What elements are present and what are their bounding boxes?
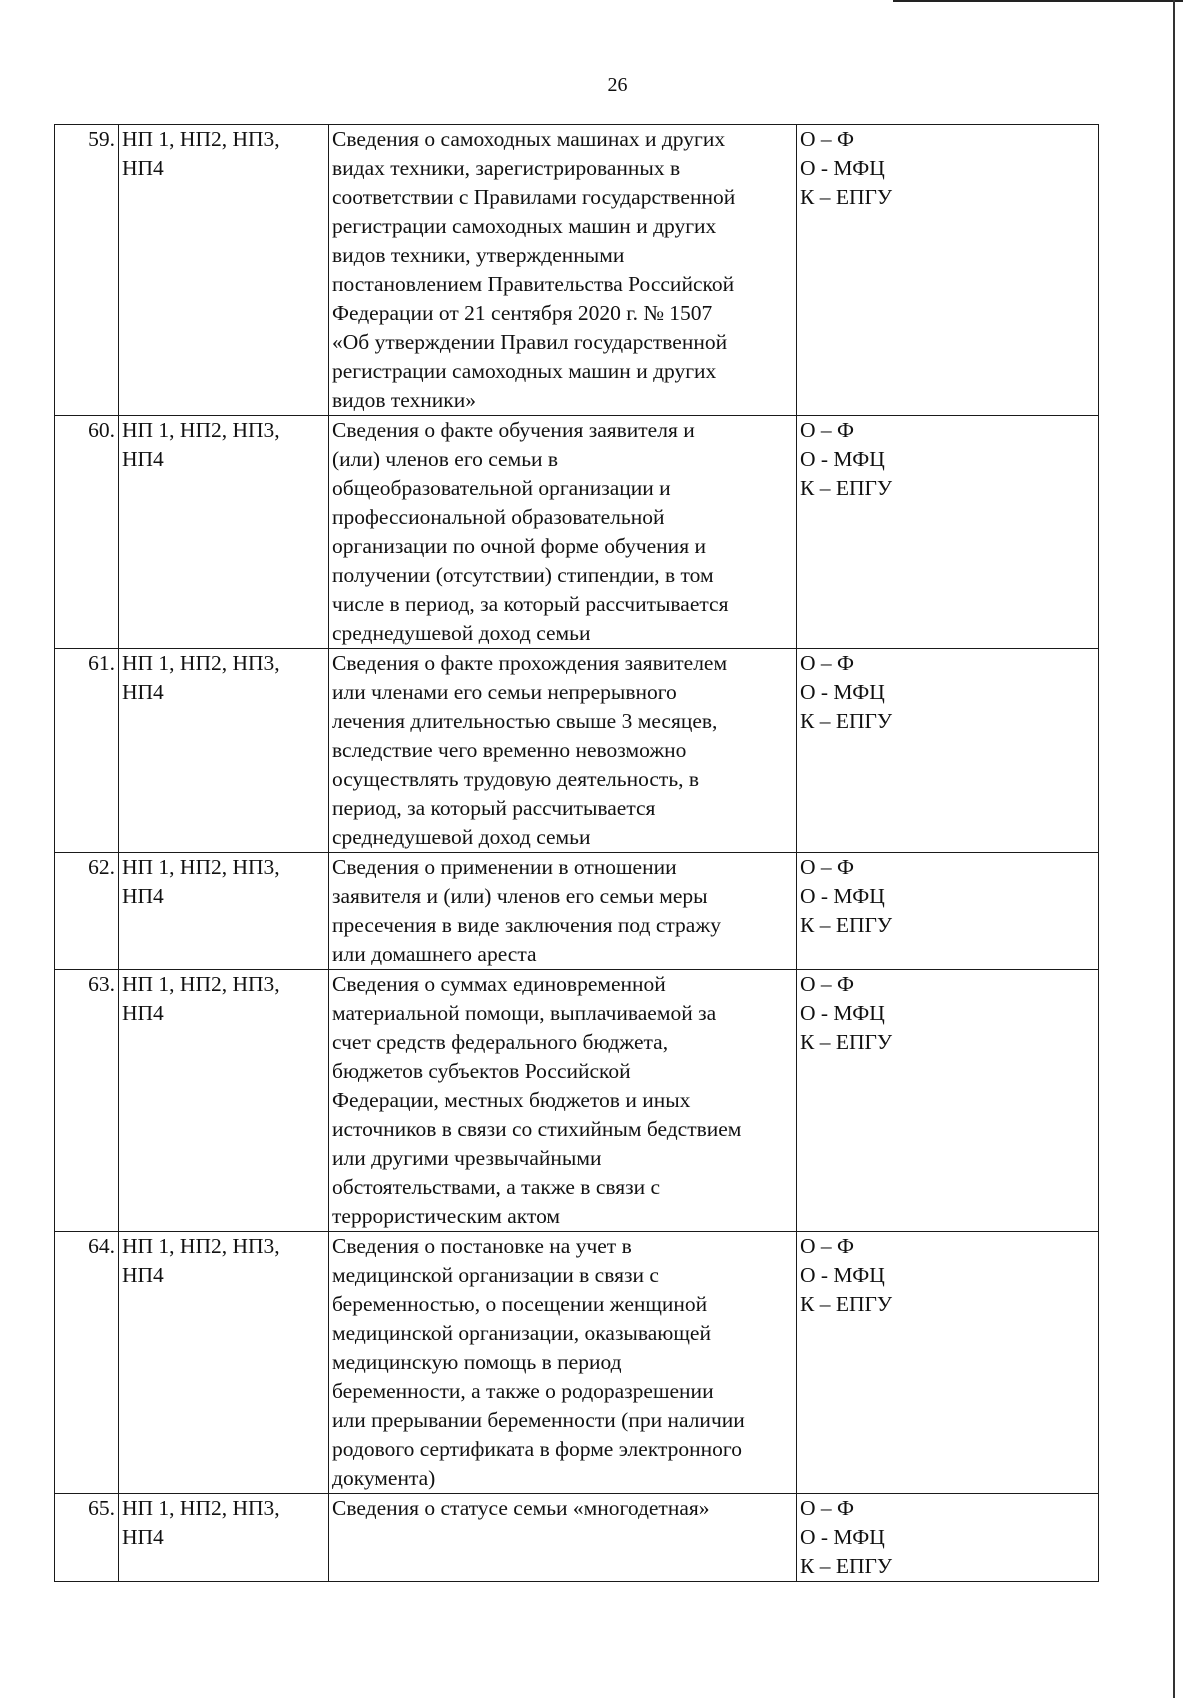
description-line: беременностью, о посещении женщиной: [332, 1292, 708, 1316]
table-row: [55, 649, 1099, 853]
description-line: или домашнего ареста: [332, 942, 537, 966]
codes-line: НП4: [122, 1263, 164, 1287]
description-line: видов техники»: [332, 388, 476, 412]
codes-line: НП 1, НП2, НП3,: [122, 651, 280, 675]
description-line: регистрации самоходных машин и других: [332, 359, 717, 383]
description-line: Сведения о самоходных машинах и других: [332, 127, 726, 151]
codes-line: НП4: [122, 447, 164, 471]
source-line: К – ЕПГУ: [800, 1292, 893, 1316]
source-line: К – ЕПГУ: [800, 476, 893, 500]
description-line: осуществлять трудовую деятельность, в: [332, 767, 700, 791]
source-line: К – ЕПГУ: [800, 1030, 893, 1054]
description-line: вследствие чего временно невозможно: [332, 738, 687, 762]
description-line: счет средств федерального бюджета,: [332, 1030, 669, 1054]
description-line: видах техники, зарегистрированных в: [332, 156, 681, 180]
row-number: 62.: [55, 853, 119, 970]
description-line: профессиональной образовательной: [332, 505, 665, 529]
description-line: «Об утверждении Правил государственной: [332, 330, 728, 354]
row-sources: [797, 649, 1099, 853]
documents-table: [54, 124, 1099, 1582]
description-line: Федерации от 21 сентября 2020 г. № 1507: [332, 301, 713, 325]
scan-edge-right: [1173, 0, 1175, 1698]
row-description: [329, 649, 797, 853]
description-line: Сведения о статусе семьи «многодетная»: [332, 1496, 710, 1520]
description-line: лечения длительностью свыше 3 месяцев,: [332, 709, 718, 733]
description-line: бюджетов субъектов Российской: [332, 1059, 631, 1083]
description-line: заявителя и (или) членов его семьи меры: [332, 884, 708, 908]
table-row: [55, 1494, 1099, 1582]
row-codes: [119, 1494, 329, 1582]
codes-line: НП 1, НП2, НП3,: [122, 1496, 280, 1520]
description-line: организации по очной форме обучения и: [332, 534, 706, 558]
description-line: регистрации самоходных машин и других: [332, 214, 717, 238]
codes-line: НП4: [122, 1001, 164, 1025]
row-sources: [797, 1232, 1099, 1494]
codes-line: НП 1, НП2, НП3,: [122, 855, 280, 879]
description-line: Сведения о факте прохождения заявителем: [332, 651, 728, 675]
source-line: К – ЕПГУ: [800, 709, 893, 733]
row-description: [329, 1232, 797, 1494]
scan-edge-top: [893, 0, 1183, 2]
description-line: соответствии с Правилами государственной: [332, 185, 736, 209]
description-line: террористическим актом: [332, 1204, 561, 1228]
description-line: родового сертификата в форме электронного: [332, 1437, 742, 1461]
codes-line: НП 1, НП2, НП3,: [122, 1234, 280, 1258]
description-line: (или) членов его семьи в: [332, 447, 559, 471]
source-line: О - МФЦ: [800, 884, 885, 908]
description-line: Сведения о применении в отношении: [332, 855, 677, 879]
description-line: Федерации, местных бюджетов и иных: [332, 1088, 691, 1112]
description-line: медицинской организации в связи с: [332, 1263, 659, 1287]
row-codes: [119, 853, 329, 970]
row-number: 65.: [55, 1494, 119, 1582]
description-line: Сведения о суммах единовременной: [332, 972, 666, 996]
source-line: О - МФЦ: [800, 1263, 885, 1287]
row-codes: [119, 1232, 329, 1494]
source-line: О – Ф: [800, 855, 855, 879]
codes-line: НП4: [122, 884, 164, 908]
source-line: О – Ф: [800, 651, 855, 675]
table-row: [55, 416, 1099, 649]
description-line: пресечения в виде заключения под стражу: [332, 913, 721, 937]
table-row: [55, 853, 1099, 970]
codes-line: НП 1, НП2, НП3,: [122, 418, 280, 442]
table-row: [55, 125, 1099, 416]
row-codes: [119, 416, 329, 649]
page-number: 26: [607, 74, 628, 96]
row-sources: [797, 416, 1099, 649]
source-line: О - МФЦ: [800, 1525, 885, 1549]
row-codes: [119, 125, 329, 416]
codes-line: НП 1, НП2, НП3,: [122, 127, 280, 151]
source-line: О – Ф: [800, 127, 855, 151]
row-sources: [797, 970, 1099, 1232]
source-line: О - МФЦ: [800, 680, 885, 704]
source-line: О – Ф: [800, 418, 855, 442]
description-line: документа): [332, 1466, 436, 1490]
description-line: видов техники, утвержденными: [332, 243, 625, 267]
codes-line: НП4: [122, 156, 164, 180]
description-line: среднедушевой доход семьи: [332, 621, 591, 645]
table-row: [55, 970, 1099, 1232]
description-line: или членами его семьи непрерывного: [332, 680, 677, 704]
row-codes: [119, 970, 329, 1232]
description-line: Сведения о постановке на учет в: [332, 1234, 632, 1258]
source-line: О – Ф: [800, 1496, 855, 1520]
codes-line: НП4: [122, 680, 164, 704]
table-body: [55, 125, 1099, 1582]
source-line: О – Ф: [800, 1234, 855, 1258]
row-codes: [119, 649, 329, 853]
table-row: [55, 1232, 1099, 1494]
source-line: О - МФЦ: [800, 447, 885, 471]
row-number: 61.: [55, 649, 119, 853]
row-description: [329, 125, 797, 416]
description-line: беременности, а также о родоразрешении: [332, 1379, 714, 1403]
source-line: К – ЕПГУ: [800, 185, 893, 209]
codes-line: НП4: [122, 1525, 164, 1549]
codes-line: НП 1, НП2, НП3,: [122, 972, 280, 996]
description-line: медицинскую помощь в период: [332, 1350, 622, 1374]
description-line: период, за который рассчитывается: [332, 796, 656, 820]
description-line: медицинской организации, оказывающей: [332, 1321, 711, 1345]
description-line: постановлением Правительства Российской: [332, 272, 735, 296]
description-line: или прерывании беременности (при наличии: [332, 1408, 745, 1432]
description-line: Сведения о факте обучения заявителя и: [332, 418, 695, 442]
description-line: или другими чрезвычайными: [332, 1146, 602, 1170]
row-sources: [797, 853, 1099, 970]
row-number: 60.: [55, 416, 119, 649]
row-sources: [797, 125, 1099, 416]
description-line: источников в связи со стихийным бедствием: [332, 1117, 742, 1141]
description-line: получении (отсутствии) стипендии, в том: [332, 563, 714, 587]
description-line: общеобразовательной организации и: [332, 476, 671, 500]
row-sources: [797, 1494, 1099, 1582]
description-line: числе в период, за который рассчитывается: [332, 592, 729, 616]
source-line: К – ЕПГУ: [800, 1554, 893, 1578]
row-number: 59.: [55, 125, 119, 416]
row-number: 63.: [55, 970, 119, 1232]
source-line: О – Ф: [800, 972, 855, 996]
description-line: среднедушевой доход семьи: [332, 825, 591, 849]
source-line: К – ЕПГУ: [800, 913, 893, 937]
description-line: материальной помощи, выплачиваемой за: [332, 1001, 717, 1025]
source-line: О - МФЦ: [800, 156, 885, 180]
description-line: обстоятельствами, а также в связи с: [332, 1175, 661, 1199]
row-number: 64.: [55, 1232, 119, 1494]
row-description: [329, 970, 797, 1232]
row-description: [329, 853, 797, 970]
source-line: О - МФЦ: [800, 1001, 885, 1025]
row-description: [329, 1494, 797, 1582]
row-description: [329, 416, 797, 649]
